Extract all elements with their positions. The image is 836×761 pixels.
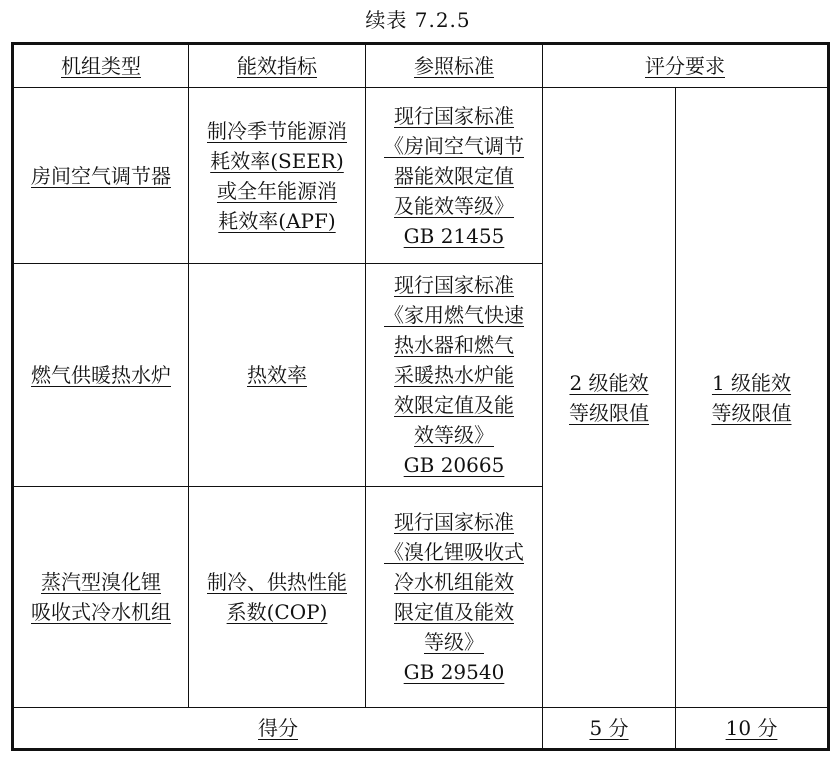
cell-line: 1 级能效: [711, 370, 792, 395]
header-row: [13, 44, 829, 88]
cell-line: 蒸汽型溴化锂: [41, 570, 161, 594]
cell-line: 采暖热水炉能: [394, 363, 514, 387]
cell-line: 及能效等级》: [394, 193, 514, 218]
score-level2: 5 分: [543, 708, 676, 750]
cell-line: 效限定值及能: [394, 393, 514, 417]
cell-line: 制冷、供热性能: [207, 570, 347, 594]
cell-line: 房间空气调节器: [31, 163, 171, 188]
cell-reference-standard: [366, 88, 543, 264]
table-row: [13, 88, 829, 264]
cell-line: 《溴化锂吸收式: [384, 540, 524, 564]
table-caption: 续表 7.2.5: [365, 8, 471, 32]
cell-unit-type: [13, 264, 189, 487]
cell-line: 等级限值: [711, 400, 792, 425]
cell-line: 现行国家标准: [394, 103, 514, 128]
cell-level1-requirement: [676, 88, 829, 708]
score-row: [13, 708, 829, 750]
cell-line: 冷水机组能效: [394, 570, 514, 594]
cell-line: 热水器和燃气: [394, 333, 514, 357]
cell-line: 效等级》: [414, 423, 494, 447]
cell-line: 耗效率(SEER): [210, 148, 344, 173]
cell-line: 现行国家标准: [394, 273, 514, 297]
cell-line: 2 级能效: [569, 370, 649, 395]
cell-line: 制冷季节能源消: [207, 118, 347, 143]
cell-line: 限定值及能效: [394, 600, 514, 624]
cell-line: 耗效率(APF): [218, 208, 336, 233]
cell-line: GB 21455: [403, 223, 505, 248]
cell-line: 等级限值: [569, 400, 649, 425]
cell-reference-standard: [366, 264, 543, 487]
cell-efficiency-index: [189, 487, 366, 708]
cell-unit-type: [13, 487, 189, 708]
cell-unit-type: [13, 88, 189, 264]
cell-efficiency-index: [189, 264, 366, 487]
header-score-requirement: 评分要求: [543, 44, 829, 88]
energy-efficiency-table: [11, 42, 830, 751]
cell-line: 器能效限定值: [394, 163, 514, 188]
cell-line: GB 29540: [403, 660, 505, 684]
cell-line: 《房间空气调节: [384, 133, 524, 158]
score-label: 得分: [13, 708, 543, 750]
header-reference-standard: 参照标准: [366, 44, 543, 88]
cell-line: 《家用燃气快速: [384, 303, 524, 327]
cell-line: 或全年能源消: [217, 178, 337, 203]
cell-line: 燃气供暖热水炉: [31, 363, 171, 387]
cell-line: 现行国家标准: [394, 510, 514, 534]
cell-line: 热效率: [247, 363, 307, 387]
header-efficiency-index: 能效指标: [189, 44, 366, 88]
cell-line: 系数(COP): [226, 600, 328, 624]
cell-level2-requirement: [543, 88, 676, 708]
cell-line: GB 20665: [403, 453, 505, 477]
cell-efficiency-index: [189, 88, 366, 264]
score-level1: 10 分: [676, 708, 829, 750]
cell-reference-standard: [366, 487, 543, 708]
cell-line: 吸收式冷水机组: [31, 600, 171, 624]
header-unit-type: 机组类型: [13, 44, 189, 88]
cell-line: 等级》: [424, 630, 484, 654]
